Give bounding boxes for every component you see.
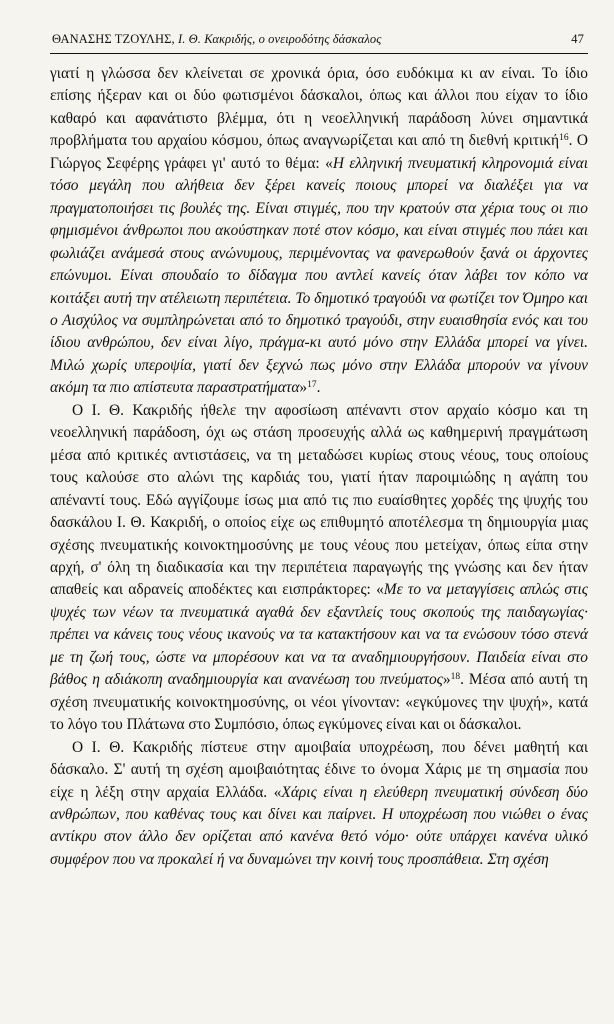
text-run: » bbox=[442, 671, 451, 689]
text-run: . Ο Γιώργος Σεφέρης γράφει γι' αυτό το θέμα: « bbox=[50, 132, 589, 172]
paragraph bbox=[50, 63, 588, 400]
header-rule bbox=[50, 53, 588, 54]
header-title: Ι. Θ. Κακριδής, ο ονειροδότης δάσκαλος bbox=[177, 32, 382, 46]
quoted-text: Με το να μεταγγίσεις απλώς στις ψυχές των νέων τα πνευματικά αγαθά δεν εξαντλείς τους σκοπούς της παιδαγωγίας· πρέπει να κάνεις τους νέους ικανούς να τα κατακτήσουν και να τα ενώσουν τόσο στενά με τη ζωή τους, ώστε να μπορέσουν και να τα αναδημιουργήσουν. Παιδεία είναι στο βάθος η αδιάκοπη αναδημιουργία και ανανέωση του πνεύματος bbox=[50, 581, 588, 689]
quoted-text: Η ελληνική πνευματική κληρονομιά είναι τόσο μεγάλη που αλήθεια δεν ξέρει κανείς ποιους μπορεί να διαλέξει για να πραγματοποιήσει τις βουλές της. Είναι στιγμές, που την κρατούν στα χέρια τους οι πιο φημισμένοι άνθρωποι που ακούστηκαν ποτέ στον κόσμο, και είναι στιγμές που πάει και φωλιάζει ανάμεσά στους ανώνυμους, περιμένοντας να φανερωθούν ξανά οι άρχοντες επώνυμοι. Είναι σπουδαίο το δίδαγμα που αντλεί κανείς όταν λάβει τον κόπο να κοιτάξει αυτή την ατέλειωτη περιπέτεια. Το δημοτικό τραγούδι να φωτίζει τον Όμηρο και ο Αισχύλος να συμπληρώνεται από το δημοτικό τραγούδι, στην ευαισθησία ενός και του ίδιου ανθρώπου, δεν είναι λίγο, πράγμα-κι αυτό μόνο στην Ελλάδα μπορεί να γίνει. Μιλώ χωρίς υπεροψία, γιατί δεν ξεχνώ πως μόνο στην Ελλάδα μπορούν να γίνουν ακόμη τα πιο απίστευτα παραστρατήματα bbox=[50, 154, 588, 397]
footnote-ref: 18 bbox=[450, 672, 461, 683]
text-run: . bbox=[316, 379, 321, 397]
text-run: γιατί η γλώσσα δεν κλείνεται σε χρονικά όρια, όσο ευδόκιμα κι αν είναι. Το ίδιο επίσης ήξεραν και οι δύο φωτισμένοι δάσκαλοι, όπως και άλλοι που είχαν το ίδιο καθαρό και αφανάτιστο βλέμμα, ότι η νεοελληνική παράδοση λύνει σημαντικά προβλήματα του αρχαίου κόσμου, όπως αναγνωρίζεται και από τη διεθνή κριτική bbox=[50, 65, 588, 150]
text-run: Ο Ι. Θ. Κακριδής ήθελε την αφοσίωση απέναντι στον αρχαίο κόσμο και τη νεοελληνική παράδοση, όχι ως στάση προσευχής αλλά ως καθημερινή πραγμάτωση μέσα από κριτικές αντιστάσεις, να τη μεταδώσει κυρίως στους νέους, τους οποίους τους καλούσε στο αλώνι της καρδιάς του, γιατί ήταν παροιμιώδης η αγάπη του απέναντί τους. Εδώ αγγίζουμε ίσως μια από τις πιο ευαίσθητες χορδές της ψυχής του δασκάλου Ι. Θ. Κακριδή, ο οποίος είχε ως επιθυμητό αποτέλεσμα τη δημιουργία μιας σχέσης πνευματικής κοινοκτημοσύνης με τους νέους που μετείχαν, όπως είπα στην αρχή, σ' όλη τη διαδικασία και την περιπέτεια παραγωγής της γνώσης και δεν ήταν απαθείς και αδρανείς αποδέκτες και εισπράκτορες: « bbox=[50, 401, 588, 599]
quoted-text: Χάρις είναι η ελεύθερη πνευματική σύνδεση δύο ανθρώπων, που καθένας τους και δίνει και παίρνει. Η υποχρέωση που νιώθει ο ένας αντίκρυ στον άλλο δεν ορίζεται από κανένα θετό νόμο· ούτε υπάρχει κανένα υλικό συμφέρον που να προκαλεί ή να δυναμώνει την κοινή τους προσπάθεια. Στη σχέση bbox=[50, 783, 588, 868]
paragraph bbox=[50, 737, 588, 872]
header-author: ΘΑΝΑΣΗΣ ΤΖΟΥΛΗΣ, bbox=[52, 32, 178, 46]
running-header bbox=[50, 32, 588, 47]
text-run: » bbox=[299, 379, 308, 397]
paragraph bbox=[50, 400, 588, 737]
body-text bbox=[50, 63, 588, 871]
text-run: Ο Ι. Θ. Κακριδής πίστευε στην αμοιβαία υποχρέωση, που δένει μαθητή και δάσκαλο. Σ' αυτή τη σχέση αμοιβαιότητας έδινε το όνομα Χάρις με τη σημασία που είχε η λέξη στην αρχαία Ελλάδα. « bbox=[50, 738, 588, 801]
footnote-ref: 16 bbox=[559, 133, 569, 144]
page-number: 47 bbox=[571, 32, 584, 46]
footnote-ref: 17 bbox=[307, 380, 317, 391]
header-title-line bbox=[52, 32, 381, 47]
text-run: . Μέσα από αυτή τη σχέση πνευματικής κοινοκτημοσύνης, οι νέοι γίνονταν: «εγκύμονες την ψυχή», κατά το λόγο του Πλάτωνα στο Συμπόσιο, όπως εγκύμονες είναι και οι δάσκαλοι. bbox=[50, 671, 588, 734]
